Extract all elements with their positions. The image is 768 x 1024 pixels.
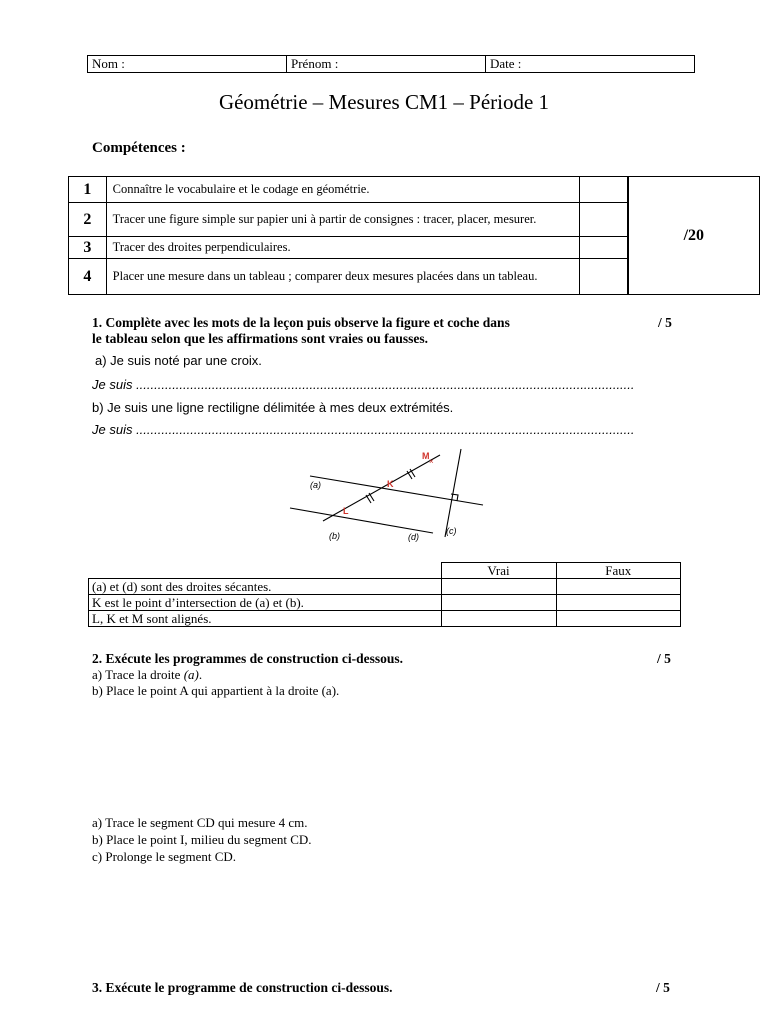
q2-prog1-a: a) Trace la droite (a). xyxy=(92,667,203,682)
label-a: (a) xyxy=(310,480,321,490)
competence-number: 3 xyxy=(69,237,107,259)
statement: (a) et (d) sont des droites sécantes. xyxy=(89,579,442,595)
q1-points: / 5 xyxy=(658,315,672,330)
label-L: L xyxy=(343,506,349,516)
vrai-cell[interactable] xyxy=(441,579,556,595)
line-d xyxy=(290,508,433,533)
label-b: (b) xyxy=(329,531,340,541)
vrai-cell[interactable] xyxy=(441,611,556,627)
statement: K est le point d’intersection de (a) et (b). xyxy=(89,595,442,611)
point-M-cross: × xyxy=(429,457,434,466)
label-d: (d) xyxy=(408,532,419,542)
q1-b-text: b) Je suis une ligne rectiligne délimitée à mes deux extrémités. xyxy=(92,400,454,415)
prenom-field[interactable] xyxy=(287,56,486,73)
q3-title: 3. Exécute le programme de construction ci-dessous. xyxy=(92,980,393,995)
table-row xyxy=(89,611,681,627)
q1-title-line1: 1. Complète avec les mots de la leçon puis observe la figure et coche dans xyxy=(92,315,510,330)
geometry-figure xyxy=(283,443,488,548)
student-info-table xyxy=(87,55,695,73)
q2-points: / 5 xyxy=(657,651,671,666)
competence-check-cell[interactable] xyxy=(579,203,627,237)
q1-b-answer[interactable]: Je suis .......................................................................................................................................... xyxy=(92,422,635,437)
faux-cell[interactable] xyxy=(556,595,681,611)
statement: L, K et M sont alignés. xyxy=(89,611,442,627)
competence-text: Tracer une figure simple sur papier uni à partir de consignes : tracer, placer, mesurer. xyxy=(106,203,579,237)
competences-table xyxy=(68,176,760,295)
total-score: /20 xyxy=(628,177,760,295)
q3-points: / 5 xyxy=(656,980,670,995)
nom-field[interactable] xyxy=(88,56,287,73)
q1-title-line2: le tableau selon que les affirmations sont vraies ou fausses. xyxy=(92,331,429,346)
competence-text: Placer une mesure dans un tableau ; comparer deux mesures placées dans un tableau. xyxy=(106,259,579,295)
q2-prog2-a: a) Trace le segment CD qui mesure 4 cm. xyxy=(92,815,308,830)
competence-number: 1 xyxy=(69,177,107,203)
q2-prog2-c: c) Prolonge le segment CD. xyxy=(92,849,237,864)
nom-label: Nom : xyxy=(92,56,125,71)
table-row xyxy=(89,579,681,595)
table-row xyxy=(89,595,681,611)
competences-heading: Compétences : xyxy=(92,140,186,156)
q1-a-answer[interactable]: Je suis .......................................................................................................................................... xyxy=(92,377,635,392)
true-false-table xyxy=(88,562,681,627)
competence-check-cell[interactable] xyxy=(579,237,627,259)
q1-title xyxy=(92,315,612,347)
date-field[interactable] xyxy=(486,56,695,73)
label-M: M xyxy=(422,451,430,461)
q2-prog1-b: b) Place le point A qui appartient à la droite (a). xyxy=(92,683,340,698)
date-label: Date : xyxy=(490,56,522,71)
faux-cell[interactable] xyxy=(556,611,681,627)
competence-number: 4 xyxy=(69,259,107,295)
label-K: K xyxy=(387,479,394,489)
competence-text: Connaître le vocabulaire et le codage en géométrie. xyxy=(106,177,579,203)
label-c: (c) xyxy=(446,526,457,536)
q2-title: 2. Exécute les programmes de construction ci-dessous. xyxy=(92,651,403,666)
competence-check-cell[interactable] xyxy=(579,259,627,295)
vrai-cell[interactable] xyxy=(441,595,556,611)
line-c xyxy=(445,449,461,537)
competence-text: Tracer des droites perpendiculaires. xyxy=(106,237,579,259)
q1-a-text: a) Je suis noté par une croix. xyxy=(95,353,262,368)
q2-prog2-b: b) Place le point I, milieu du segment CD. xyxy=(92,832,312,847)
page-title: Géométrie – Mesures CM1 – Période 1 xyxy=(218,90,550,114)
col-vrai: Vrai xyxy=(441,563,556,579)
competence-row xyxy=(69,177,760,203)
col-faux: Faux xyxy=(556,563,681,579)
competence-number: 2 xyxy=(69,203,107,237)
line-b xyxy=(323,455,440,521)
competence-check-cell[interactable] xyxy=(579,177,627,203)
prenom-label: Prénom : xyxy=(291,56,339,71)
faux-cell[interactable] xyxy=(556,579,681,595)
